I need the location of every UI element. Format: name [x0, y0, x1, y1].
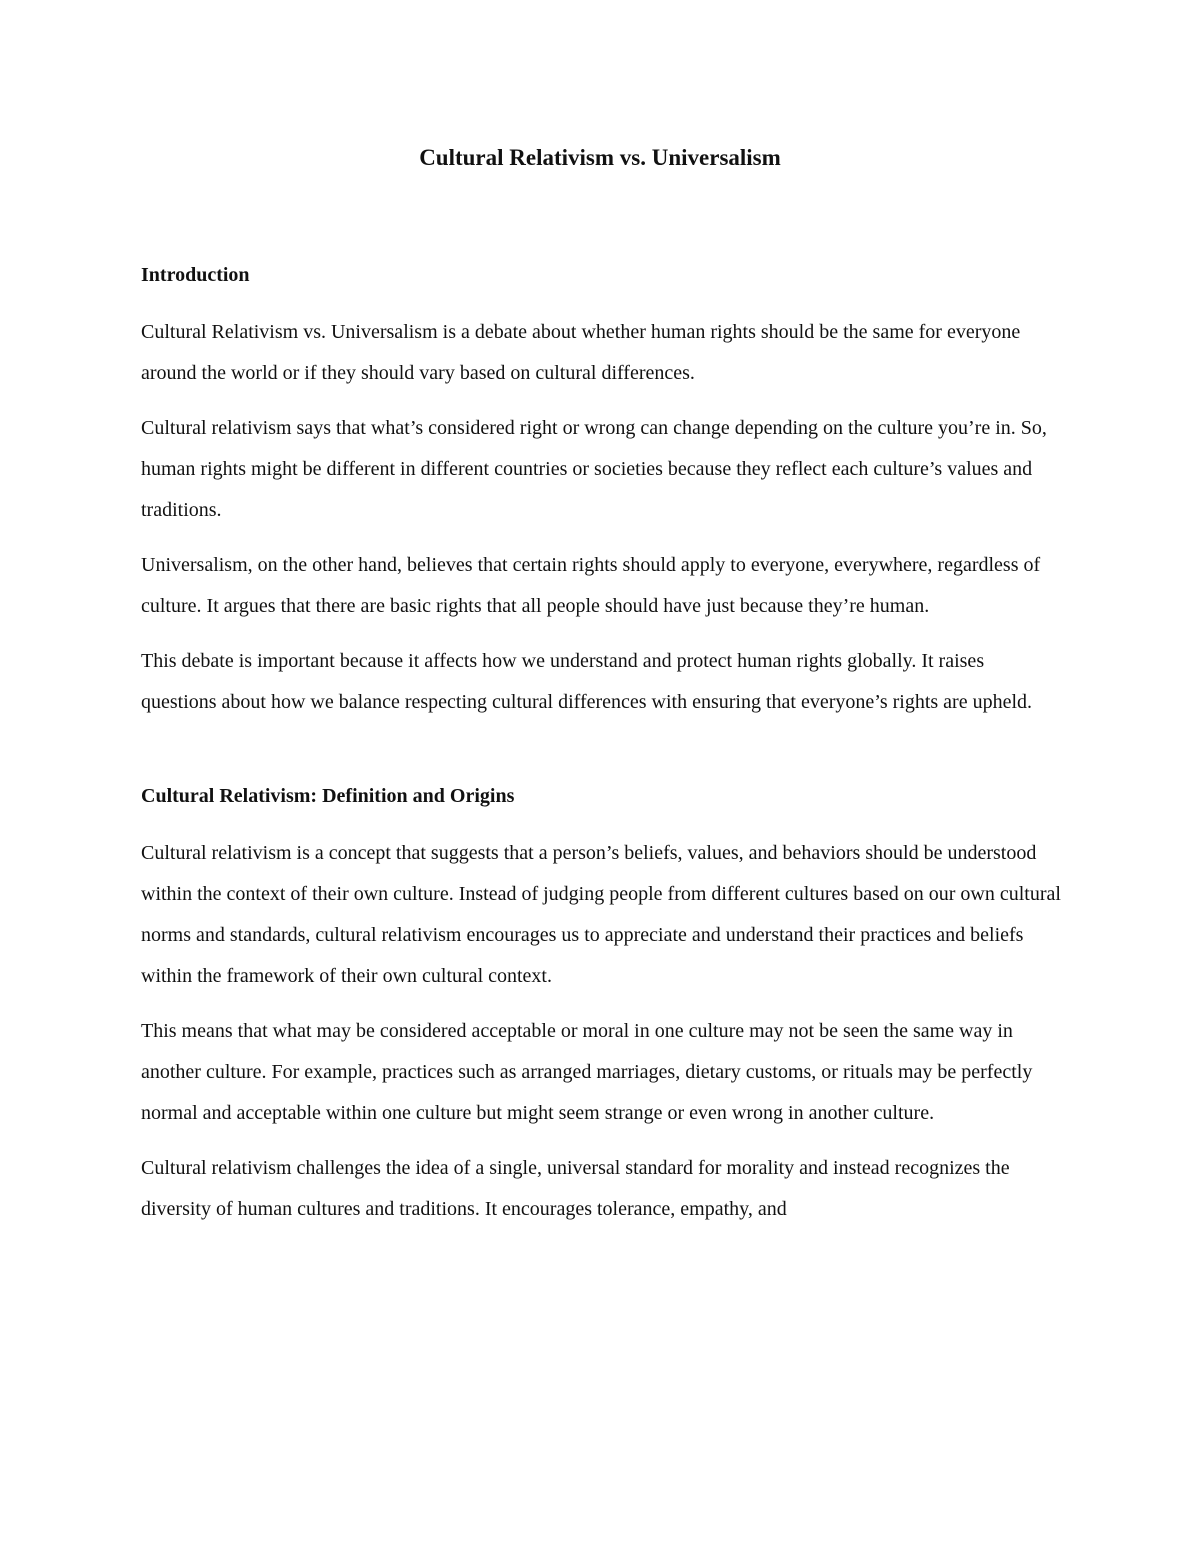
- paragraph: Cultural relativism says that what’s considered right or wrong can change depending on the culture you’re in. So, human rights might be different in different countries or societies because they reflect each culture’s values and traditions.: [141, 417, 1047, 521]
- paragraph: Cultural Relativism vs. Universalism is a debate about whether human rights should be the same for everyone around the world or if they should vary based on cultural differences.: [141, 321, 1021, 384]
- section-cultural-relativism: [141, 779, 1061, 1230]
- paragraph: This debate is important because it affects how we understand and protect human rights globally. It raises questions about how we balance respecting cultural differences with ensuring that everyone’s rights are upheld.: [141, 650, 1033, 713]
- paragraph: This means that what may be considered acceptable or moral in one culture may not be seen the same way in another culture. For example, practices such as arranged marriages, dietary customs, or rituals may be perfectly normal and acceptable within one culture but might seem strange or even wrong in another culture.: [141, 1020, 1033, 1124]
- document-body: [141, 258, 1061, 1244]
- paragraph: Universalism, on the other hand, believes that certain rights should apply to everyone, everywhere, regardless of culture. It argues that there are basic rights that all people should have just because they’re human.: [141, 554, 1041, 617]
- section-heading: Introduction: [141, 264, 250, 286]
- section-spacer: [141, 723, 1061, 779]
- paragraph: Cultural relativism is a concept that suggests that a person’s beliefs, values, and behaviors should be understood within the context of their own culture. Instead of judging people from different cultures based on our own cultural norms and standards, cultural relativism encourages us to appreciate and understand their practices and beliefs within the framework of their own cultural context.: [141, 842, 1061, 987]
- section-introduction: [141, 258, 1061, 723]
- document-title: Cultural Relativism vs. Universalism: [419, 145, 781, 170]
- paragraph: Cultural relativism challenges the idea of a single, universal standard for morality and instead recognizes the diversity of human cultures and traditions. It encourages tolerance, empathy, and: [141, 1157, 1010, 1220]
- section-heading: Cultural Relativism: Definition and Origins: [141, 785, 515, 807]
